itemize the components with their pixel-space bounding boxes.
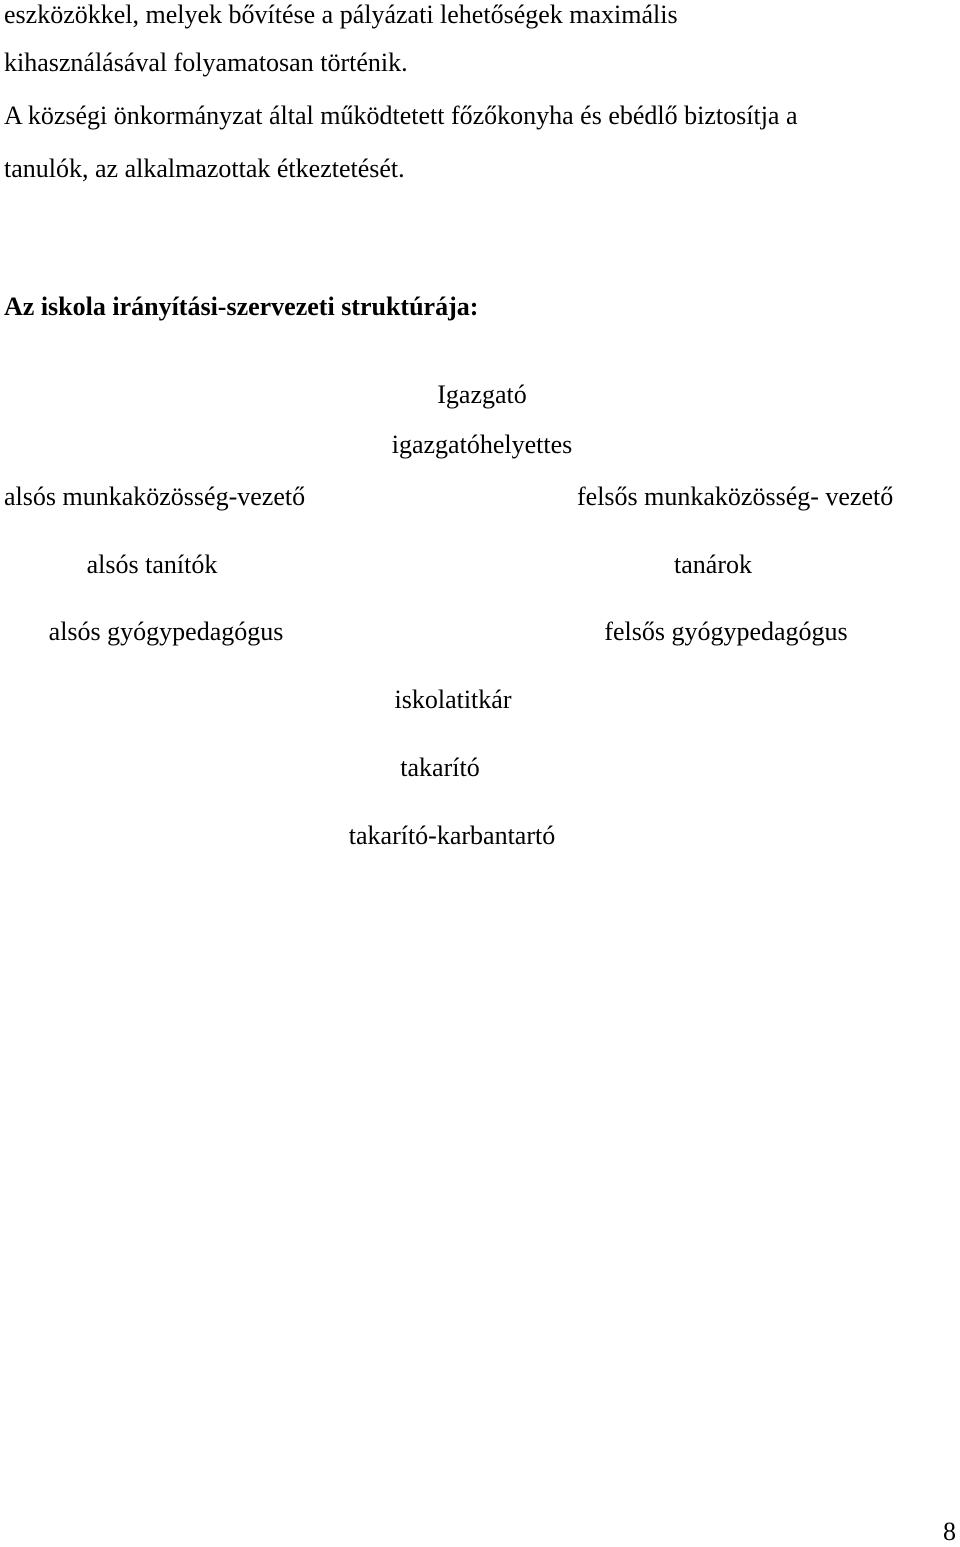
org-lower-special-ed: alsós gyógypedagógus — [48, 617, 284, 646]
org-upper-special-ed: felsős gyógypedagógus — [604, 617, 848, 646]
org-lower-teachers: alsós tanítók — [86, 550, 218, 579]
org-director: Igazgató — [437, 380, 527, 409]
org-upper-lead: felsős munkaközösség- vezető — [577, 482, 894, 511]
org-deputy: igazgatóhelyettes — [391, 430, 573, 459]
paragraph-line-3: A községi önkormányzat által működtetett főzőkonyha és ebédlő biztosítja a — [4, 101, 798, 130]
paragraph-line-1: eszközökkel, melyek bővítése a pályázati lehetőségek maximális — [4, 0, 678, 29]
paragraph-line-2: kihasználásával folyamatosan történik. — [4, 48, 408, 77]
org-cleaner-maintenance: takarító-karbantartó — [348, 821, 556, 850]
org-cleaner: takarító — [400, 753, 480, 782]
org-upper-teachers: tanárok — [674, 550, 752, 579]
section-heading: Az iskola irányítási-szervezeti struktúrája: — [4, 292, 479, 321]
org-lower-lead: alsós munkaközösség-vezető — [4, 482, 306, 511]
paragraph-line-4: tanulók, az alkalmazottak étkeztetését. — [4, 154, 405, 183]
org-secretary: iskolatitkár — [394, 685, 512, 714]
page-number: 8 — [943, 1517, 956, 1546]
